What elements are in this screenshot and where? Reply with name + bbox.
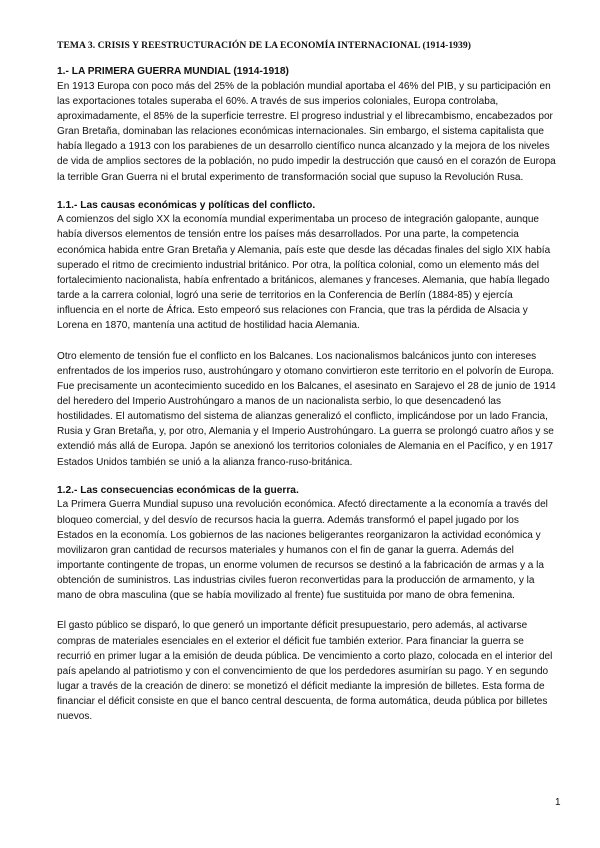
section-1-1-paragraph-1: A comienzos del siglo XX la economía mundial experimentaba un proceso de integración galopante, aunque había diversos elementos de tensión entre los países más desarrollados. Por una parte, la competencia económica habida entre Gran Bretaña y Alemania, país este que desde las décadas finales del siglo XIX había superado el ritmo de crecimiento industrial británico. Por otra, la política colonial, como un elemento más del fortalecimiento nacionalista, había enfrentado a británicos, alemanes y franceses. Alemania, que había llegado tarde a la carrera colonial, logró una serie de territorios en la Conferencia de Berlín (1884-85) y ejercía influencia en el norte de África. Esto empeoró sus relaciones con Francia, que tras la pérdida de Alsacia y Lorena en 1870, mantenía una actitud de hostilidad hacia Alemania. — [57, 214, 551, 332]
spacer — [57, 603, 557, 618]
spacer — [57, 334, 557, 349]
spacer — [57, 185, 557, 200]
page-content — [57, 40, 557, 725]
page-number: 1 — [555, 797, 561, 808]
spacer — [57, 470, 557, 485]
section-heading-1-2: 1.2.- Las consecuencias económicas de la guerra. — [57, 484, 299, 496]
section-heading-1: 1.- LA PRIMERA GUERRA MUNDIAL (1914-1918) — [57, 66, 289, 77]
document-title: TEMA 3. CRISIS Y REESTRUCTURACIÓN DE LA ECONOMÍA INTERNACIONAL (1914-1939) — [57, 40, 471, 51]
section-1-2-paragraph-1: La Primera Guerra Mundial supuso una revolución económica. Afectó directamente a la economía a través del bloqueo comercial, y del desvío de recursos hacia la guerra. Además transformó el papel jugado por los Estados en la economía. Los gobiernos de las naciones beligerantes reorganizaron la actividad económica y movilizaron gran cantidad de recursos materiales y humanos con el fin de ganar la guerra. Además del importante contingente de tropas, un enorme volumen de recursos se destinó a la fabricación de armas y a la obtención de suministros. Las industrias civiles fueron reconvertidas para la producción de armamento, y la mano de obra masculina (que se había movilizado al frente) fue sustituida por mano de obra femenina. — [57, 499, 548, 602]
section-1-paragraph-1: En 1913 Europa con poco más del 25% de la población mundial aportaba el 46% del PIB, y su participación en las exportaciones totales superaba el 60%. A través de sus imperios coloniales, Europa controlaba, aproximadamente, el 85% de la superficie terrestre. El progreso industrial y el librecambismo, encabezados por Gran Bretaña, dominaban las relaciones económicas internacionales. Sin embargo, el sistema capitalista que había llegado a 1913 con los parabienes de un desarrollo científico nunca alcanzado y la mejora de los niveles de vida de amplios sectores de la población, no pudo impedir la destrucción que causó en el corazón de Europa la terrible Gran Guerra ni el brutal experimento de transformación social que supuso la Revolución Rusa. — [57, 80, 556, 183]
section-1-2-paragraph-2: El gasto público se disparó, lo que generó un importante déficit presupuestario, pero además, al activarse compras de materiales esenciales en el exterior el déficit fue también exterior. Para financiar la guerra se recurrió en primer lugar a la emisión de deuda pública. De vencimiento a corto plazo, colocada en el interior del país apelando al patriotismo y con el convencimiento de que los perdedores asumirían su pago. Y en segundo lugar a través de la creación de dinero: se monetizó el déficit mediante la impresión de billetes. Esta forma de financiar el déficit consiste en que el banco central descuenta, de forma automática, deuda pública por billetes nuevos. — [57, 620, 553, 723]
section-heading-1-1: 1.1.- Las causas económicas y políticas del conflicto. — [57, 199, 316, 211]
section-1-1-paragraph-2: Otro elemento de tensión fue el conflicto en los Balcanes. Los nacionalismos balcánicos junto con intereses enfrentados de los imperios ruso, austrohúngaro y otomano convirtieron este territorio en el polvorín de Europa. Fue precisamente un acontecimiento sucedido en los Balcanes, el asesinato en Sarajevo el 28 de junio de 1914 del heredero del Imperio Austrohúngaro a manos de un nacionalista serbio, lo que desencadenó las hostilidades. El automatismo del sistema de alianzas generalizó el conflicto, implicándose por un lado Francia, Rusia y Gran Bretaña, y, por otro, Alemania y el Imperio Austrohúngaro. La guerra se prolongó cuatro años y se extendió más allá de Europa. Japón se anexionó los territorios coloniales de Alemania en el Pacífico, y en 1917 Estados Unidos también se unió a la alianza franco-ruso-británica. — [57, 350, 556, 468]
